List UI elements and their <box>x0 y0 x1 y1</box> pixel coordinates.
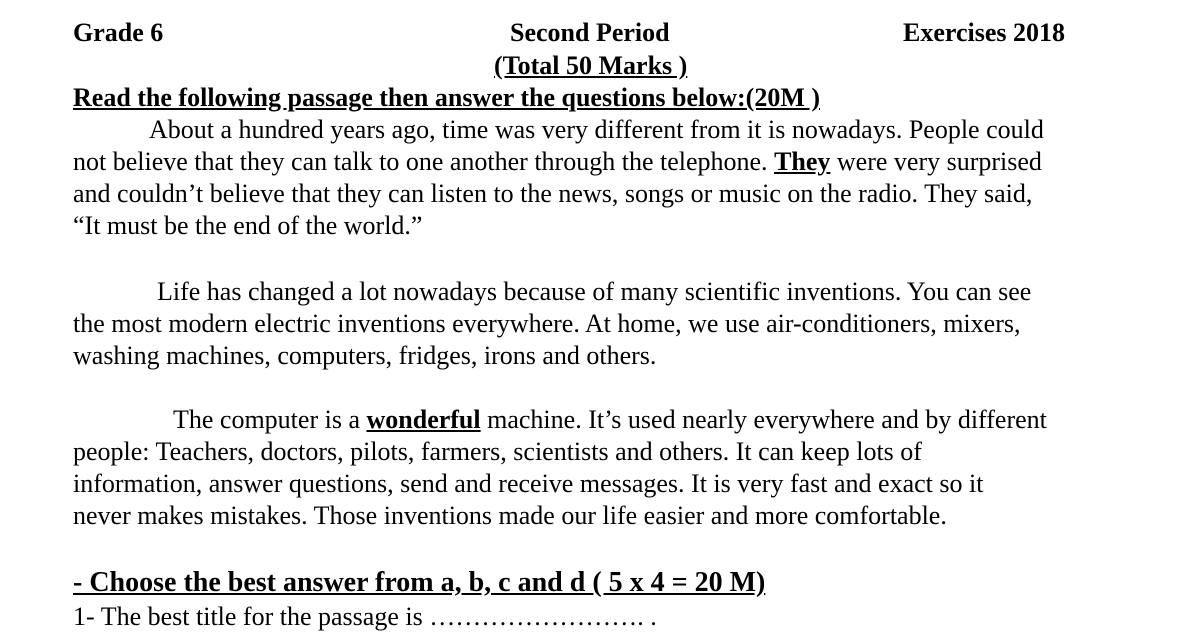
total-marks: (Total 50 Marks ) <box>494 51 688 80</box>
paragraph-line <box>73 146 1133 178</box>
paragraph-text: The computer is a <box>173 405 367 434</box>
paragraph-line: Life has changed a lot nowadays because of many scientific inventions. You can see <box>157 277 1032 306</box>
paragraph-line: information, answer questions, send and receive messages. It is very fast and exact so it <box>73 469 984 498</box>
passage-paragraph-2 <box>73 276 1133 372</box>
paragraph-line: “It must be the end of the world.” <box>73 211 423 240</box>
paragraph-line <box>73 404 1133 436</box>
paragraph-line: About a hundred years ago, time was very different from it is nowadays. People could <box>149 115 1044 144</box>
keyword-wonderful: wonderful <box>366 405 481 434</box>
paragraph-text: machine. It’s used nearly everywhere and by different <box>480 405 1047 434</box>
grade-label: Grade 6 <box>73 18 164 47</box>
section-title-choose: - Choose the best answer from a, b, c and d ( 5 x 4 = 20 M) <box>73 567 766 598</box>
passage-paragraph-1 <box>73 114 1133 242</box>
exercises-label: Exercises 2018 <box>903 18 1065 47</box>
keyword-they: They <box>774 147 831 176</box>
question-1: 1- The best title for the passage is ……………………. . <box>73 602 657 631</box>
passage-paragraph-3 <box>73 404 1133 532</box>
paragraph-line: never makes mistakes. Those inventions made our life easier and more comfortable. <box>73 501 947 530</box>
paragraph-line: washing machines, computers, fridges, irons and others. <box>73 341 657 370</box>
paragraph-line: the most modern electric inventions everywhere. At home, we use air-conditioners, mixers, <box>73 309 1021 338</box>
paragraph-line: and couldn’t believe that they can listen to the news, songs or music on the radio. They said, <box>73 179 1033 208</box>
paragraph-line: people: Teachers, doctors, pilots, farmers, scientists and others. It can keep lots of <box>73 437 922 466</box>
reading-instruction: Read the following passage then answer the questions below:(20M ) <box>73 83 821 112</box>
paragraph-text: were very surprised <box>830 147 1042 176</box>
paragraph-text: not believe that they can talk to one another through the telephone. <box>73 147 775 176</box>
period-label: Second Period <box>510 18 670 47</box>
